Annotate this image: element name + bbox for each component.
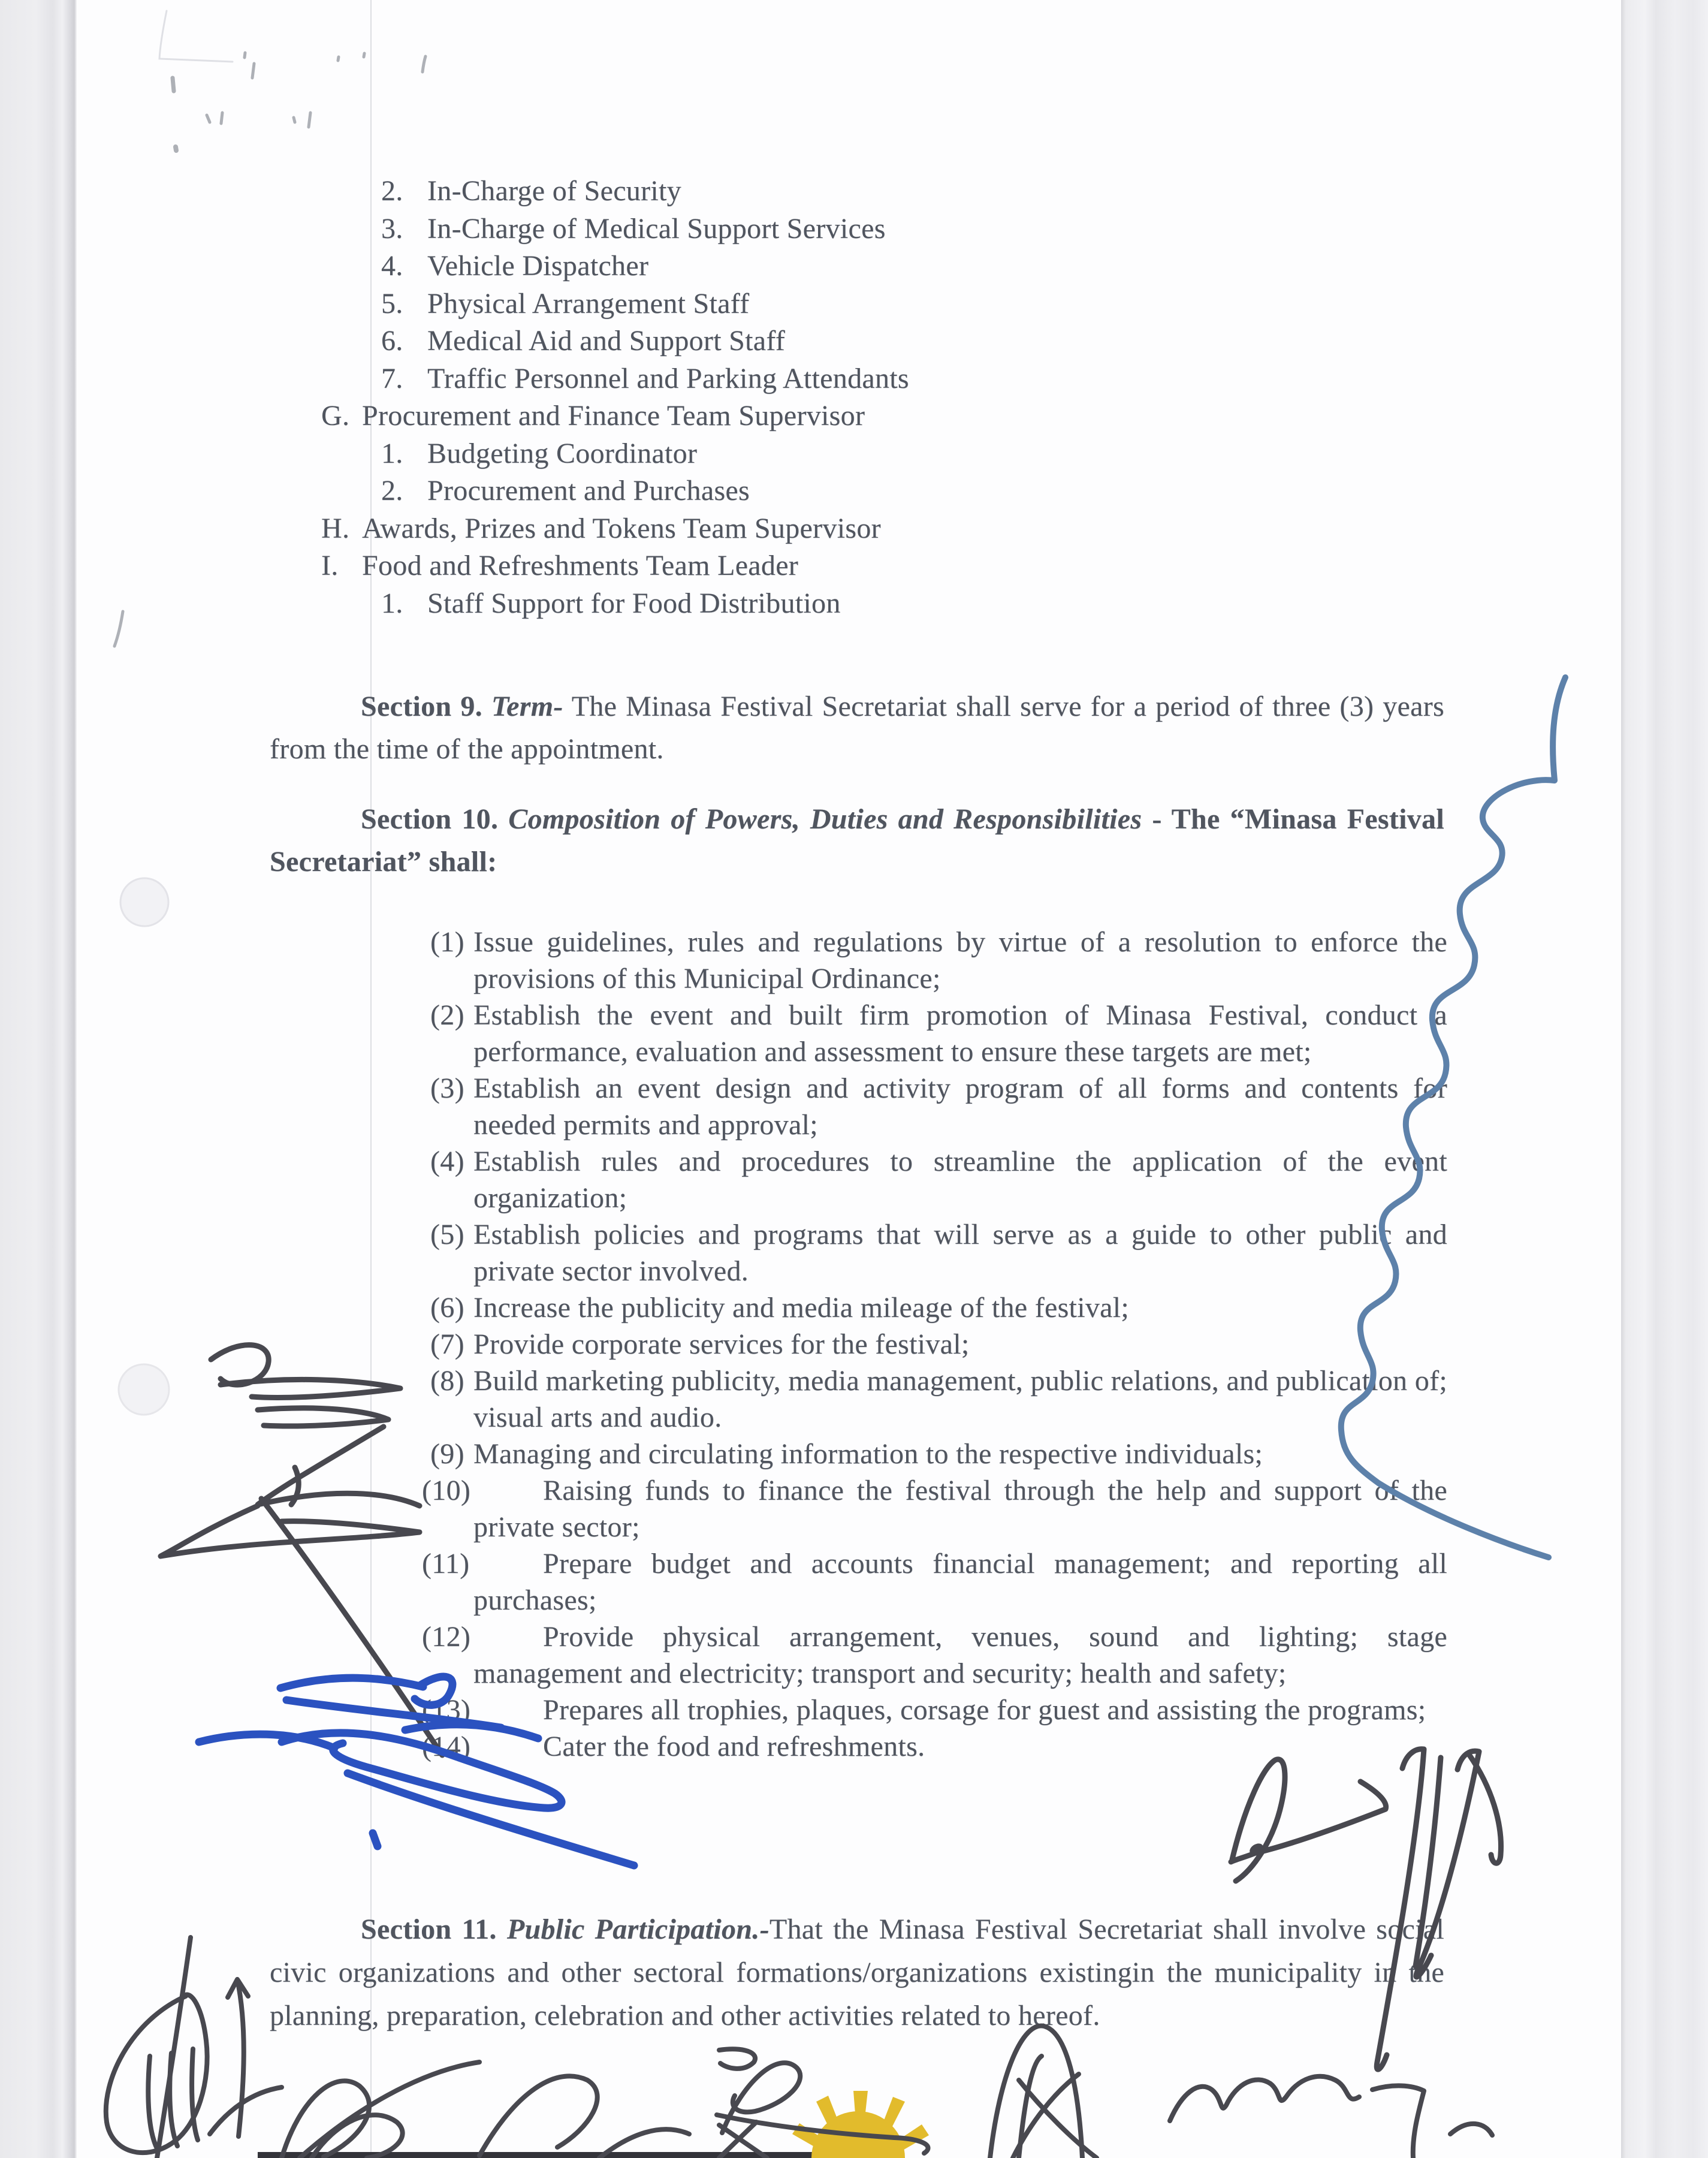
duty-item: (6) Increase the publicity and media mileage of the festival; [430, 1292, 1130, 1324]
outline-item: 6. Medical Aid and Support Staff [381, 325, 786, 357]
section-10-title: Composition of Powers, Duties and Responsibilities [508, 803, 1142, 835]
duty-item: (8) Build marketing publicity, media management, public relations, and publication of; visual arts and audio. [430, 1365, 1447, 1433]
section-11-body: That the Minasa Festival Secretariat shall involve social civic organizations and other sectoral formations/organizations existingin the municipality in the planning, preparation, celebration and other activities related to hereof. [270, 1913, 1444, 2032]
duties-list [422, 924, 1447, 1765]
section-10-paragraph [270, 798, 1444, 883]
outline-item: I. Food and Refreshments Team Leader [321, 550, 799, 581]
duty-item: (11) Prepare budget and accounts financial management; and reporting all purchases; [422, 1548, 1447, 1616]
outline-item: 4. Vehicle Dispatcher [381, 250, 649, 282]
outline-item: 5. Physical Arrangement Staff [381, 287, 750, 320]
duty-item: (13) Prepares all trophies, plaques, corsage for guest and assisting the programs; [422, 1694, 1426, 1726]
scanner-edge-right [1621, 0, 1708, 2158]
duty-item: (2) Establish the event and built firm promotion of Minasa Festival, conduct a performance, evaluation and assessment to ensure these targets are met; [430, 999, 1447, 1068]
outline-item: 2. Procurement and Purchases [381, 475, 750, 507]
section-9-label: Section 9. [361, 691, 482, 722]
duty-item: (9) Managing and circulating information to the respective individuals; [430, 1438, 1263, 1470]
section-10-body: - The “Minasa Festival Secretariat” shall: [270, 803, 1444, 878]
outline-item: 2. In-Charge of Security [381, 175, 681, 207]
duty-item: (4) Establish rules and procedures to streamline the application of the event organization; [430, 1146, 1447, 1214]
duty-item: (7) Provide corporate services for the festival; [430, 1328, 970, 1360]
outline-item: H. Awards, Prizes and Tokens Team Supervisor [321, 512, 881, 544]
duty-item: (1) Issue guidelines, rules and regulations by virtue of a resolution to enforce the provisions of this Municipal Ordinance; [430, 926, 1447, 994]
outline-item: 7. Traffic Personnel and Parking Attendants [381, 362, 909, 394]
outline-item: G. Procurement and Finance Team Supervisor [321, 400, 865, 432]
scan-bottom-shadow [258, 2152, 890, 2158]
section-11-paragraph [270, 1908, 1444, 2038]
outline-item: 1. Budgeting Coordinator [381, 437, 698, 469]
section-11-title: Public Participation.- [506, 1913, 769, 1945]
duty-item: (10) Raising funds to finance the festival through the help and support of the private sector; [422, 1475, 1447, 1543]
duty-item: (14) Cater the food and refreshments. [422, 1731, 925, 1762]
duty-item: (5) Establish policies and programs that will serve as a guide to other public and private sector involved. [430, 1219, 1447, 1287]
organizational-outline [0, 173, 909, 622]
section-11-label: Section 11. [361, 1913, 497, 1945]
duty-item: (3) Establish an event design and activity program of all forms and contents for needed permits and approval; [430, 1072, 1447, 1141]
outline-item: 3. In-Charge of Medical Support Services [381, 212, 886, 245]
section-10-label: Section 10. [361, 803, 499, 835]
section-9-paragraph [270, 685, 1444, 770]
duty-item: (12) Provide physical arrangement, venues, sound and lighting; stage management and electricity; transport and security; health and safety; [422, 1621, 1447, 1689]
section-9-body: The Minasa Festival Secretariat shall serve for a period of three (3) years from the time of the appointment. [270, 691, 1444, 765]
outline-item: 1. Staff Support for Food Distribution [381, 587, 841, 619]
section-9-term: Term- [491, 691, 563, 722]
